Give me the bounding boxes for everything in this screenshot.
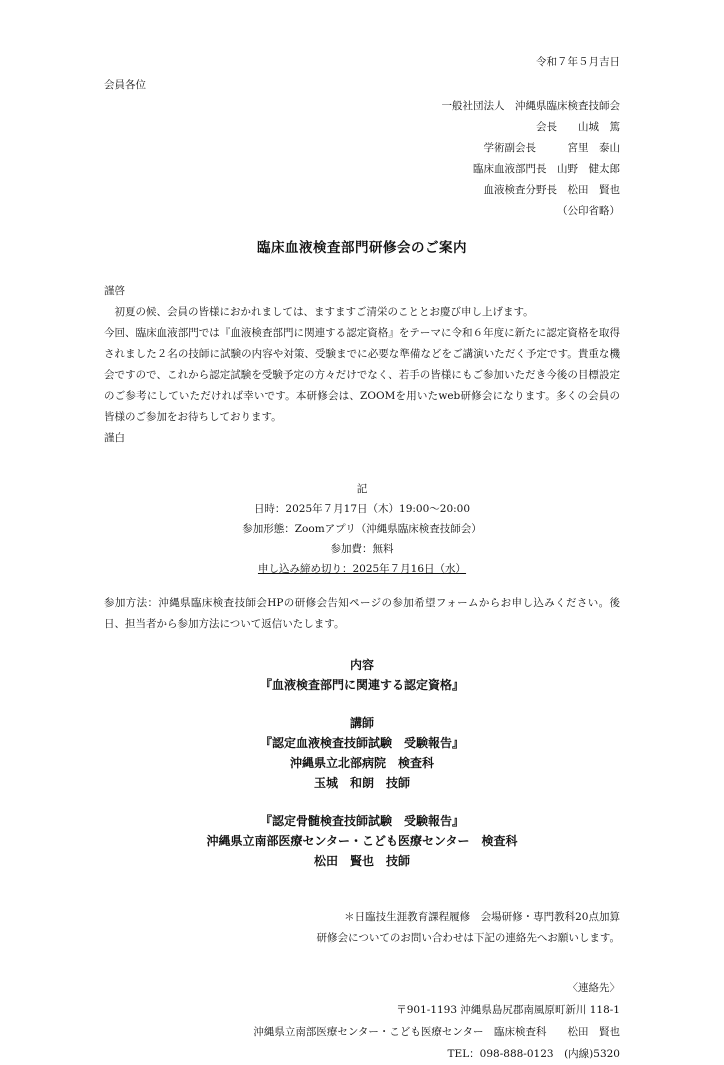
talk2-title: 『認定骨髄検査技師試験 受験報告』 xyxy=(259,814,464,828)
main-paragraph: 今回、臨床血液部門では『血液検査部門に関連する認定資格』をテーマに令和６年度に新たに認定資格を取得されました２名の技師に試験の内容や対策、受験までに必要な準備などをご講演いただく予定です。貴重な機会ですので、これから認定試験を受験予定の方々だけでなく、若手の皆様にもご参加いただき今後の目標設定のご参考にしていただければ幸いです。本研修会は、ZOOMを用いたweb研修会になります。多くの会員の皆様のご参加をお待ちしております。 xyxy=(104,327,620,423)
contact-address: 〒901-1193 沖縄県島尻郡南風原町新川 118-1 xyxy=(396,1004,620,1016)
talk2-section xyxy=(104,811,620,871)
registration-deadline xyxy=(104,559,620,579)
talk2-affiliation: 沖縄県立南部医療センター・こども医療センター 検査科 xyxy=(206,834,518,848)
contact-phone: TEL：098-888-0123 (内線)5320 xyxy=(447,1048,620,1060)
event-details xyxy=(104,479,620,579)
talk1-speaker: 玉城 和朗 技師 xyxy=(313,776,410,790)
document-title: 臨床血液検査部門研修会のご案内 xyxy=(257,240,467,256)
content-section xyxy=(104,655,620,695)
credit-note: ＊日臨技生涯教育課程履修 会場研修・専門教科20点加算 xyxy=(344,911,620,923)
participation-method: 参加方法：沖縄県臨床検査技師会HPの研修会告知ページの参加希望フォームからお申し込みください。後日、担当者から参加方法について返信いたします。 xyxy=(104,597,620,630)
seal-omitted-note: （公印省略） xyxy=(557,205,620,217)
sender-field-head: 血液検査分野長 松田 賢也 xyxy=(483,184,620,196)
sender-block xyxy=(104,96,620,222)
letter-page xyxy=(104,52,620,1065)
sender-vice-president: 学術副会長 宮里 泰山 xyxy=(483,142,620,154)
issue-date: 令和７年５月吉日 xyxy=(536,56,620,68)
contact-label: 〈連絡先〉 xyxy=(567,982,620,994)
opening-salutation: 謹啓 xyxy=(104,285,125,297)
talk1-title: 『認定血液検査技師試験 受験報告』 xyxy=(259,736,464,750)
event-fee: 参加費：無料 xyxy=(330,543,394,555)
content-heading: 内容 xyxy=(349,658,374,672)
content-theme: 『血液検査部門に関連する認定資格』 xyxy=(259,678,464,692)
sender-division-head: 臨床血液部門長 山野 健太郎 xyxy=(473,163,620,175)
contact-organization: 沖縄県立南部医療センター・こども医療センター 臨床検査科 松田 賢也 xyxy=(253,1026,620,1038)
sender-organization: 一般社団法人 沖縄県臨床検査技師会 xyxy=(441,100,620,112)
notes xyxy=(104,907,620,949)
talk2-speaker: 松田 賢也 技師 xyxy=(313,854,410,868)
event-datetime: 日時：2025年７月17日（木）19:00～20:00 xyxy=(253,503,471,515)
lecturer-section xyxy=(104,713,620,793)
event-format: 参加形態：Zoomアプリ（沖縄県臨床検査技師会） xyxy=(242,523,482,535)
talk1-affiliation: 沖縄県立北部病院 検査科 xyxy=(289,756,434,770)
closing-salutation: 謹白 xyxy=(104,432,125,444)
letter-body xyxy=(104,281,620,449)
deadline-text: 申し込み締め切り：2025年７月16日（水） xyxy=(257,563,467,575)
sender-president: 会長 山城 篤 xyxy=(536,121,620,133)
inquiry-note: 研修会についてのお問い合わせは下記の連絡先へお願いします。 xyxy=(316,932,620,944)
contact-block xyxy=(104,977,620,1065)
recipient: 会員各位 xyxy=(104,79,146,91)
greeting-paragraph: 初夏の候、会員の皆様におかれましては、ますますご清栄のこととお慶び申し上げます。 xyxy=(114,306,534,318)
lecturer-heading: 講師 xyxy=(349,716,374,730)
ki-marker: 記 xyxy=(356,483,368,495)
